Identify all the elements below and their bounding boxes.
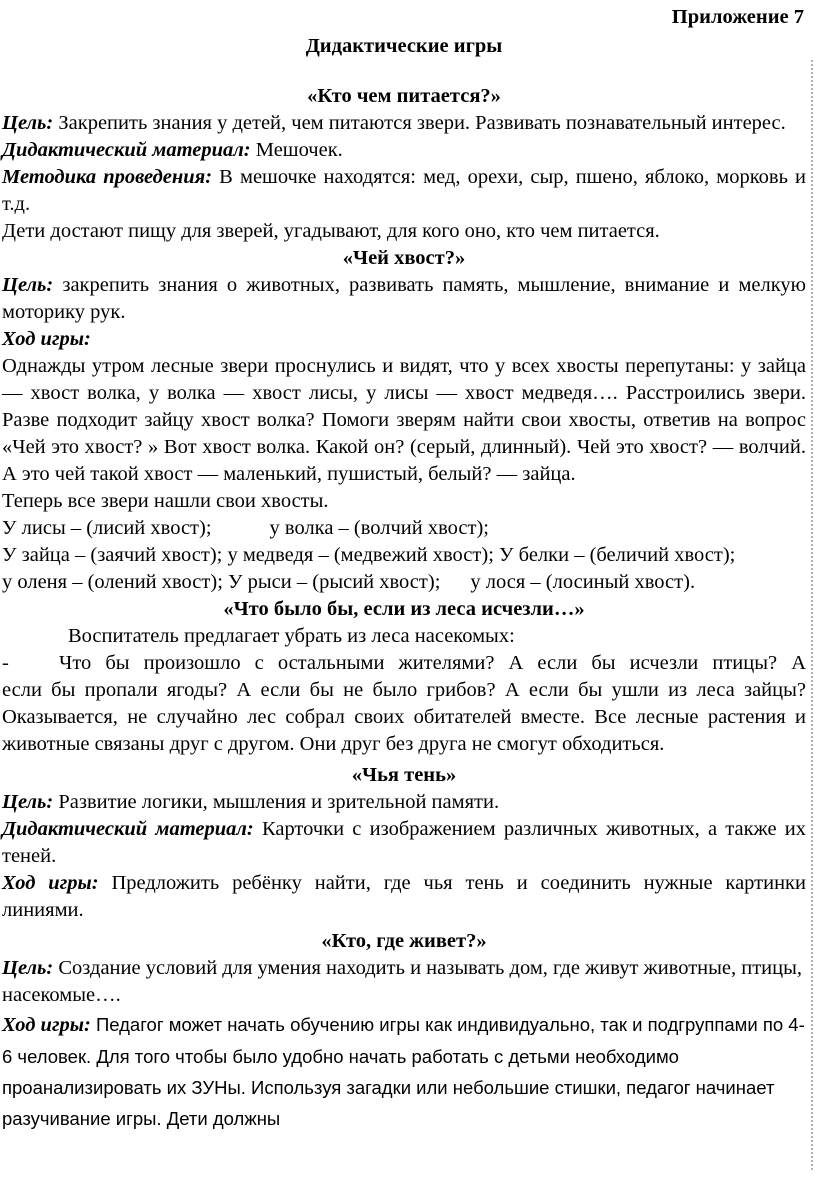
found-paragraph: Теперь все звери нашли свои хвосты. <box>2 490 329 512</box>
process-text: Педагог может начать обучению игры как индивидуально, так и подгруппами по 4-6 человек. Для того чтобы было удобно начать работать с детьми необходимо проанализировать их ЗУНы. Используя загадки или небольшие стишки, педагог начинает разучивание игры. Дети должны <box>2 1014 805 1129</box>
process-text: Предложить ребёнку найти, где чья тень и соединить нужные картинки линиями. <box>2 872 806 921</box>
method-paragraph <box>2 164 806 218</box>
tail-deer-lynx: у оленя – (олений хвост); У рыси – (рысий хвост); <box>2 571 441 593</box>
material-paragraph <box>2 816 806 870</box>
tail-fox: У лисы – (лисий хвост); <box>2 517 212 539</box>
goal-paragraph <box>2 789 806 816</box>
tail-wolf: у волка – (волчий хвост); <box>269 517 490 539</box>
process-paragraph <box>2 1009 806 1134</box>
game-title: «Чей хвост?» <box>342 247 466 269</box>
story-paragraph: Однажды утром лесные звери проснулись и видят, что у всех хвосты перепутаны: у зайца — хвост волка, у волка — хвост лисы, у лисы — хвост медведя…. Расстроились звери. Разве подходит зайцу хвост волка? Помоги зверям найти свои хвосты, ответив на вопрос «Чей это хвост? » Вот хвост волка. Какой он? (серый, длинный). Чей это хвост? — волчий. А это чей такой хвост — маленький, пушистый, белый? — зайца. <box>2 355 806 485</box>
tails-line-1 <box>2 515 806 542</box>
extra-paragraph: Дети достают пищу для зверей, угадывают, для кого оно, кто чем питается. <box>2 220 660 242</box>
material-paragraph <box>2 137 806 164</box>
process-label: Ход игры: <box>2 872 99 894</box>
question-first-line <box>2 650 806 677</box>
goal-paragraph <box>2 110 806 137</box>
list-dash: - <box>2 652 9 674</box>
tails-line-3 <box>2 569 806 596</box>
page-edge-dotted-line <box>811 60 813 1170</box>
process-label: Ход игры: <box>2 1014 91 1036</box>
game-who-lives-where <box>2 928 806 1134</box>
goal-label: Цель: <box>2 112 54 134</box>
method-label: Методика проведения: <box>2 166 213 188</box>
intro-paragraph: Воспитатель предлагает убрать из леса насекомых: <box>68 625 515 647</box>
process-paragraph <box>2 870 806 924</box>
game-title: «Чья тень» <box>351 764 457 786</box>
material-label: Дидактический материал: <box>2 139 251 161</box>
goal-text: Развитие логики, мышления и зрительной памяти. <box>53 791 500 813</box>
goal-text: Создание условий для умения находить и называть дом, где живут животные, птицы, насекомые…. <box>2 957 803 1006</box>
material-text: Мешочек. <box>250 139 343 161</box>
goal-label: Цель: <box>2 957 54 979</box>
game-who-eats-what <box>2 83 806 245</box>
goal-paragraph <box>2 955 806 1009</box>
goal-text: Закрепить знания у детей, чем питаются звери. Развивать познавательный интерес. <box>53 112 786 134</box>
material-label: Дидактический материал: <box>2 818 254 840</box>
game-title: «Кто чем питается?» <box>307 85 501 107</box>
tails-line-2: У зайца – (заячий хвост); у медведя – (медвежий хвост); У белки – (беличий хвост); <box>2 544 736 566</box>
goal-text: закрепить знания о животных, развивать память, мышление, внимание и мелкую моторику рук. <box>2 274 806 323</box>
game-title: «Что было бы, если из леса исчезли…» <box>223 598 585 620</box>
game-what-if-disappeared <box>2 596 806 758</box>
tail-elk: у лося – (лосиный хвост). <box>470 571 696 593</box>
goal-label: Цель: <box>2 274 54 296</box>
question-first-text: Что бы произошло с остальными жителями? А если бы исчезли птицы? А <box>59 652 806 674</box>
game-whose-shadow <box>2 762 806 924</box>
question-rest-paragraph: если бы пропали ягоды? А если бы не было грибов? А если бы ушли из леса зайцы? Оказывается, не случайно лес собрал своих обитателей вместе. Все лесные растения и животные связаны друг с другом. Они друг без друга не смогут обходиться. <box>2 679 806 755</box>
goal-paragraph <box>2 272 806 326</box>
process-label: Ход игры: <box>2 328 91 350</box>
method-text: В мешочке находятся: мед, орехи, сыр, пшено, яблоко, морковь и т.д. <box>2 166 806 215</box>
game-whose-tail <box>2 245 806 596</box>
material-text: Карточки с изображением различных животных, а также их теней. <box>2 818 806 867</box>
document-title: Дидактические игры <box>305 35 503 57</box>
goal-label: Цель: <box>2 791 54 813</box>
game-title: «Кто, где живет?» <box>321 930 487 952</box>
document-content <box>2 0 806 1134</box>
appendix-label: Приложение 7 <box>671 6 804 28</box>
